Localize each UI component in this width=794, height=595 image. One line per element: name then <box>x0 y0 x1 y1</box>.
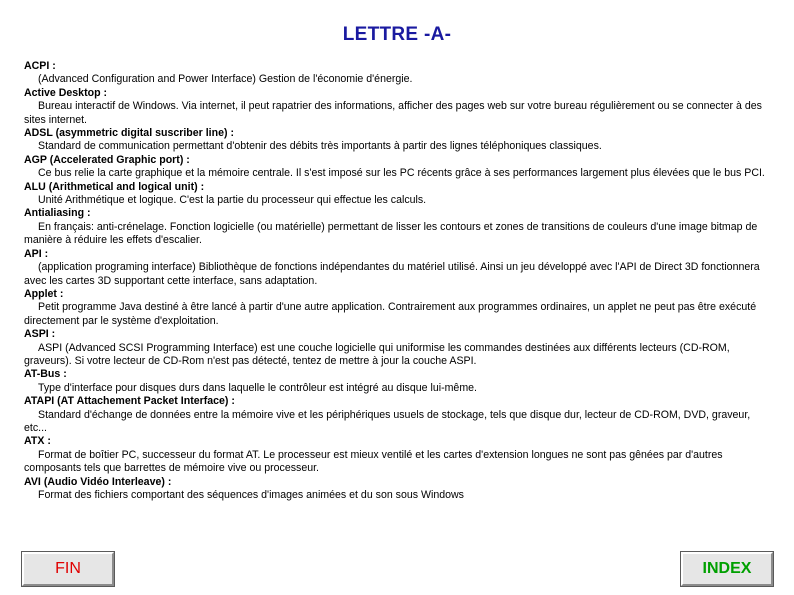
glossary-definition: Standard de communication permettant d'obtenir des débits très importants à partir des lignes téléphoniques classiques. <box>38 140 602 153</box>
glossary-entry <box>24 368 774 395</box>
glossary-definition: Bureau interactif de Windows. Via internet, il peut rapatrier des informations, afficher des pages web sur votre bureau régulièrement ou se connecter à des sites internet. <box>24 100 762 126</box>
glossary-term: Antialiasing : <box>24 207 91 220</box>
glossary-definition: Format de boîtier PC, successeur du format AT. Le processeur est mieux ventilé et les cartes d'extension longues ne sont pas gênées par d'autres composants tels que barrettes de mémoire vive ou processeur. <box>24 448 723 475</box>
glossary-definition: En français: anti-crénelage. Fonction logicielle (ou matérielle) permettant de lisser les contours et zones de transitions de couleurs d'une image bitmap de manière à réduire les effets d'escalier. <box>24 220 758 247</box>
glossary-entry <box>24 87 774 127</box>
glossary-term: AT-Bus : <box>24 368 67 381</box>
glossary-term: Applet : <box>24 287 64 300</box>
index-button[interactable]: INDEX <box>681 552 773 586</box>
glossary-term: ATX : <box>24 435 51 448</box>
glossary-term: ALU (Arithmetical and logical unit) : <box>24 180 205 193</box>
glossary-term: AVI (Audio Vidéo Interleave) : <box>24 475 172 488</box>
glossary-term: Active Desktop : <box>24 86 108 99</box>
fin-button[interactable]: FIN <box>22 552 114 586</box>
glossary-entry <box>24 127 774 154</box>
glossary-definition: Ce bus relie la carte graphique et la mémoire centrale. Il s'est imposé sur les PC récents grâce à ses performances largement plus élevées que le bus PCI. <box>38 167 765 180</box>
page-title: LETTRE -A- <box>342 24 452 45</box>
glossary-term: ATAPI (AT Attachement Packet Interface) : <box>24 395 235 408</box>
glossary-term: ACPI : <box>24 60 56 72</box>
glossary-definition: Type d'interface pour disques durs dans laquelle le contrôleur est intégré au disque lui-même. <box>38 381 477 394</box>
glossary-definition: Format des fichiers comportant des séquences d'images animées et du son sous Windows <box>38 489 464 501</box>
glossary-list <box>24 60 774 502</box>
glossary-definition: Unité Arithmétique et logique. C'est la partie du processeur qui effectue les calculs. <box>38 194 427 207</box>
glossary-entry <box>24 328 774 368</box>
glossary-entry <box>24 248 774 288</box>
glossary-definition: (Advanced Configuration and Power Interface) Gestion de l'économie d'énergie. <box>38 73 413 86</box>
glossary-term: ASPI : <box>24 328 56 341</box>
glossary-definition: (application programing interface) Bibliothèque de fonctions indépendantes du matériel utilisé. Ainsi un jeu développé avec l'API de Direct 3D fonctionnera avec les cartes 3D supportant cette interface, sans adaptation. <box>24 261 760 287</box>
glossary-entry <box>24 181 774 208</box>
glossary-term: AGP (Accelerated Graphic port) : <box>24 153 190 166</box>
glossary-entry <box>24 435 774 475</box>
glossary-entry <box>24 288 774 328</box>
glossary-entry <box>24 60 774 87</box>
glossary-term: ADSL (asymmetric digital suscriber line) : <box>24 127 234 140</box>
glossary-definition: ASPI (Advanced SCSI Programming Interface) est une couche logicielle qui uniformise les commandes destinées aux différents lecteurs (CD-ROM, graveurs). Si votre lecteur de CD-Rom n'est pas détecté, tentez de mettre à jour la couche ASPI. <box>24 341 730 367</box>
glossary-entry <box>24 395 774 435</box>
glossary-definition: Standard d'échange de données entre la mémoire vive et les périphériques usuels de stockage, tels que disque dur, lecteur de CD-ROM, DVD, graveur, etc... <box>24 408 751 434</box>
glossary-entry <box>24 154 774 181</box>
glossary-entry <box>24 476 774 503</box>
glossary-entry <box>24 207 774 247</box>
glossary-term: API : <box>24 247 49 260</box>
glossary-definition: Petit programme Java destiné à être lancé à partir d'une autre application. Contrairement aux programmes ordinaires, un applet ne peut pas être exécuté directement par le système d'exploitation. <box>24 301 757 327</box>
